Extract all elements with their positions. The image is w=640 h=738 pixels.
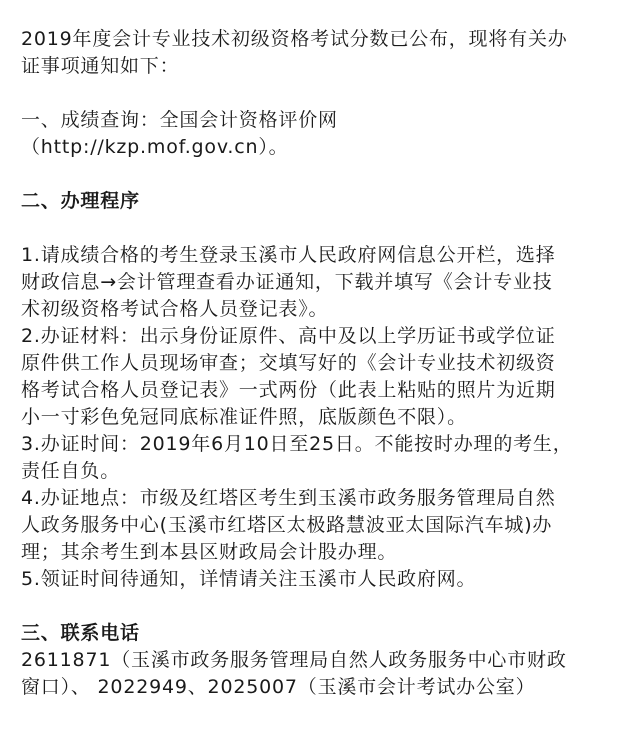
notice-document [21, 26, 625, 701]
procedure-item-line: 人政务服务中心(玉溪市红塔区太极路慧波亚太国际汽车城)办 [21, 514, 553, 536]
contact-line-1: 2611871（玉溪市政务服务管理局自然人政务服务中心市财政 [21, 649, 567, 671]
procedure-item-4 [21, 485, 625, 566]
procedure-item-line: 财政信息→会计管理查看办证通知，下载并填写《会计专业技 [21, 271, 553, 293]
section-score-query [21, 107, 625, 161]
procedure-item-line: 责任自负。 [21, 460, 121, 482]
procedure-item-5 [21, 566, 625, 593]
spacer [21, 215, 625, 242]
procedure-item-line: 2.办证材料：出示身份证原件、高中及以上学历证书或学位证 [21, 325, 556, 347]
contact-heading: 三、联系电话 [21, 622, 140, 644]
procedure-item-line: 格考试合格人员登记表》一式两份（此表上粘贴的照片为近期 [21, 379, 556, 401]
procedure-item-line: 5.领证时间待通知，详情请关注玉溪市人民政府网。 [21, 568, 477, 590]
section-contact [21, 620, 625, 701]
procedure-item-line: 小一寸彩色免冠同底标准证件照，底版颜色不限）。 [21, 406, 467, 428]
procedure-item-line: 3.办证时间：2019年6月10日至25日。不能按时办理的考生， [21, 433, 573, 455]
procedure-item-3 [21, 431, 625, 485]
procedure-heading: 二、办理程序 [21, 190, 140, 212]
intro-line-2: 证事项通知如下： [21, 55, 180, 77]
procedure-item-1 [21, 242, 625, 323]
procedure-item-line: 术初级资格考试合格人员登记表》。 [21, 298, 329, 320]
spacer [21, 161, 625, 188]
score-query-line-1: 一、成绩查询：全国会计资格评价网 [21, 109, 338, 131]
spacer [21, 593, 625, 620]
procedure-item-line: 1.请成绩合格的考生登录玉溪市人民政府网信息公开栏，选择 [21, 244, 556, 266]
section-procedure [21, 188, 625, 593]
contact-line-2: 窗口）、 2022949、2025007（玉溪市会计考试办公室） [21, 676, 536, 698]
procedure-item-line: 原件供工作人员现场审查；交填写好的《会计专业技术初级资 [21, 352, 556, 374]
spacer [21, 80, 625, 107]
intro-line-1: 2019年度会计专业技术初级资格考试分数已公布，现将有关办 [21, 28, 568, 50]
procedure-item-line: 理；其余考生到本县区财政局会计股办理。 [21, 541, 398, 563]
procedure-item-2 [21, 323, 625, 431]
procedure-item-line: 4.办证地点：市级及红塔区考生到玉溪市政务服务管理局自然 [21, 487, 556, 509]
intro-paragraph [21, 26, 625, 80]
score-query-line-2: （http://kzp.mof.gov.cn）。 [21, 136, 289, 158]
